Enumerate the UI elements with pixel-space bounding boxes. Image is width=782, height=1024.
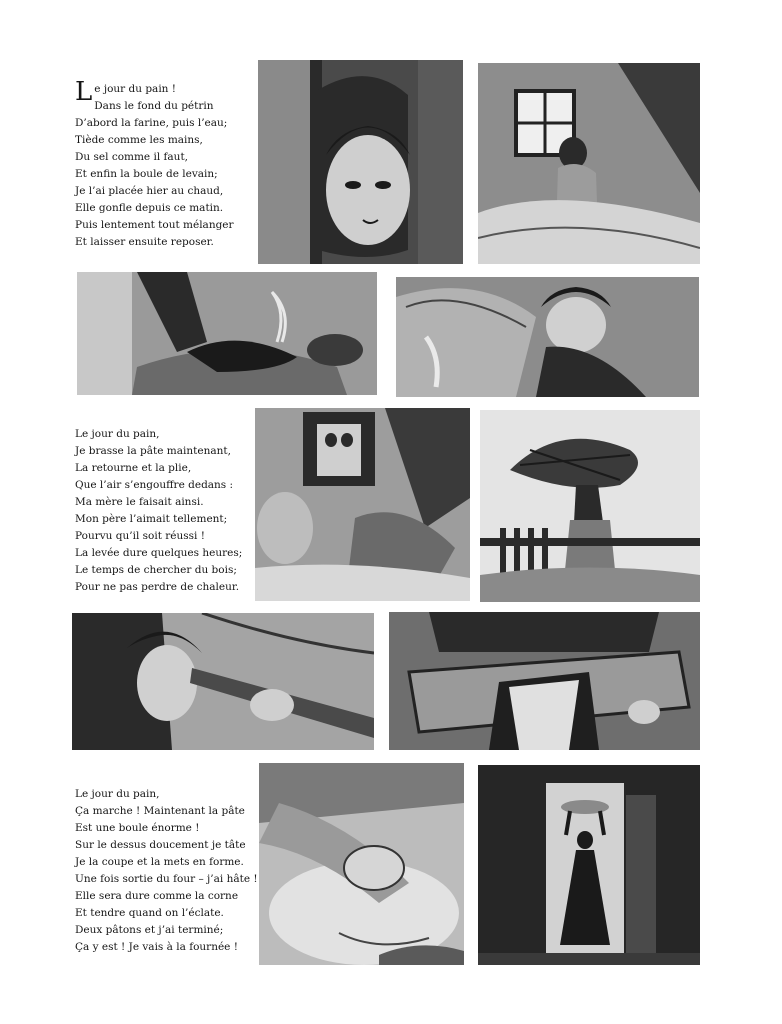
panel-woman-sleeping xyxy=(396,277,699,397)
stanza-3-line-8: Et tendre quand on l’éclate. xyxy=(75,907,224,919)
stanza-1-first-line-rest: e jour du pain ! xyxy=(94,83,176,95)
stanza-2-line-9: Le temps de chercher du bois; xyxy=(75,564,237,576)
stanza-2-line-2: Je brasse la pâte maintenant, xyxy=(75,445,231,457)
stanza-3-line-10: Ça y est ! Je vais à la fournée ! xyxy=(75,941,238,953)
stanza-1-line-7: Je l’ai placée hier au chaud, xyxy=(75,185,224,197)
panel-carrying-kneading-trough xyxy=(389,612,700,750)
poem-stanza-1 xyxy=(75,77,234,251)
stanza-3-line-5: Je la coupe et la mets en forme. xyxy=(75,856,244,868)
stanza-2-line-7: Pourvu qu’il soit réussi ! xyxy=(75,530,205,542)
drop-cap-letter: L xyxy=(75,77,93,107)
panel-woman-in-doorway-bread xyxy=(478,765,700,965)
stanza-3-line-9: Deux pâtons et j’ai terminé; xyxy=(75,924,224,936)
stanza-1-line-6: Et enfin la boule de levain; xyxy=(75,168,218,180)
panel-shaping-dough-hands xyxy=(259,763,464,965)
stanza-1-line-5: Du sel comme il faut, xyxy=(75,151,189,163)
stanza-3-line-3: Est une boule énorme ! xyxy=(75,822,200,834)
stanza-2-line-8: La levée dure quelques heures; xyxy=(75,547,243,559)
panel-girl-with-log xyxy=(72,613,374,750)
stanza-3-line-2: Ça marche ! Maintenant la pâte xyxy=(75,805,245,817)
panel-woman-in-bed-window xyxy=(478,63,700,264)
stanza-1-line-2: Dans le fond du pétrin xyxy=(94,100,214,112)
stanza-2-line-5: Ma mère le faisait ainsi. xyxy=(75,496,204,508)
stanza-2-line-4: Que l’air s’engouffre dedans : xyxy=(75,479,234,491)
panel-girl-face-window xyxy=(258,60,463,264)
stanza-3-line-7: Elle sera dure comme la corne xyxy=(75,890,239,902)
stanza-2-line-6: Mon père l’aimait tellement; xyxy=(75,513,228,525)
stanza-2-line-3: La retourne et la plie, xyxy=(75,462,192,474)
panel-kneading-dough-photo-frame xyxy=(255,408,470,601)
stanza-1-line-8: Elle gonfle depuis ce matin. xyxy=(75,202,224,214)
poem-stanza-2 xyxy=(75,426,242,596)
stanza-1-line-9: Puis lentement tout mélanger xyxy=(75,219,234,231)
panel-hands-over-fire xyxy=(77,272,377,395)
stanza-3-line-6: Une fois sortie du four – j’ai hâte ! xyxy=(75,873,258,885)
stanza-2-line-10: Pour ne pas perdre de chaleur. xyxy=(75,581,240,593)
stanza-1-line-3: D’abord la farine, puis l’eau; xyxy=(75,117,228,129)
stanza-3-line-4: Sur le dessus doucement je tâte xyxy=(75,839,246,851)
stanza-1-line-10: Et laisser ensuite reposer. xyxy=(75,236,214,248)
panel-woman-carrying-firewood xyxy=(480,410,700,602)
stanza-3-line-1: Le jour du pain, xyxy=(75,788,160,800)
stanza-1-line-4: Tiède comme les mains, xyxy=(75,134,203,146)
stanza-2-line-1: Le jour du pain, xyxy=(75,428,160,440)
poem-stanza-3 xyxy=(75,786,258,956)
